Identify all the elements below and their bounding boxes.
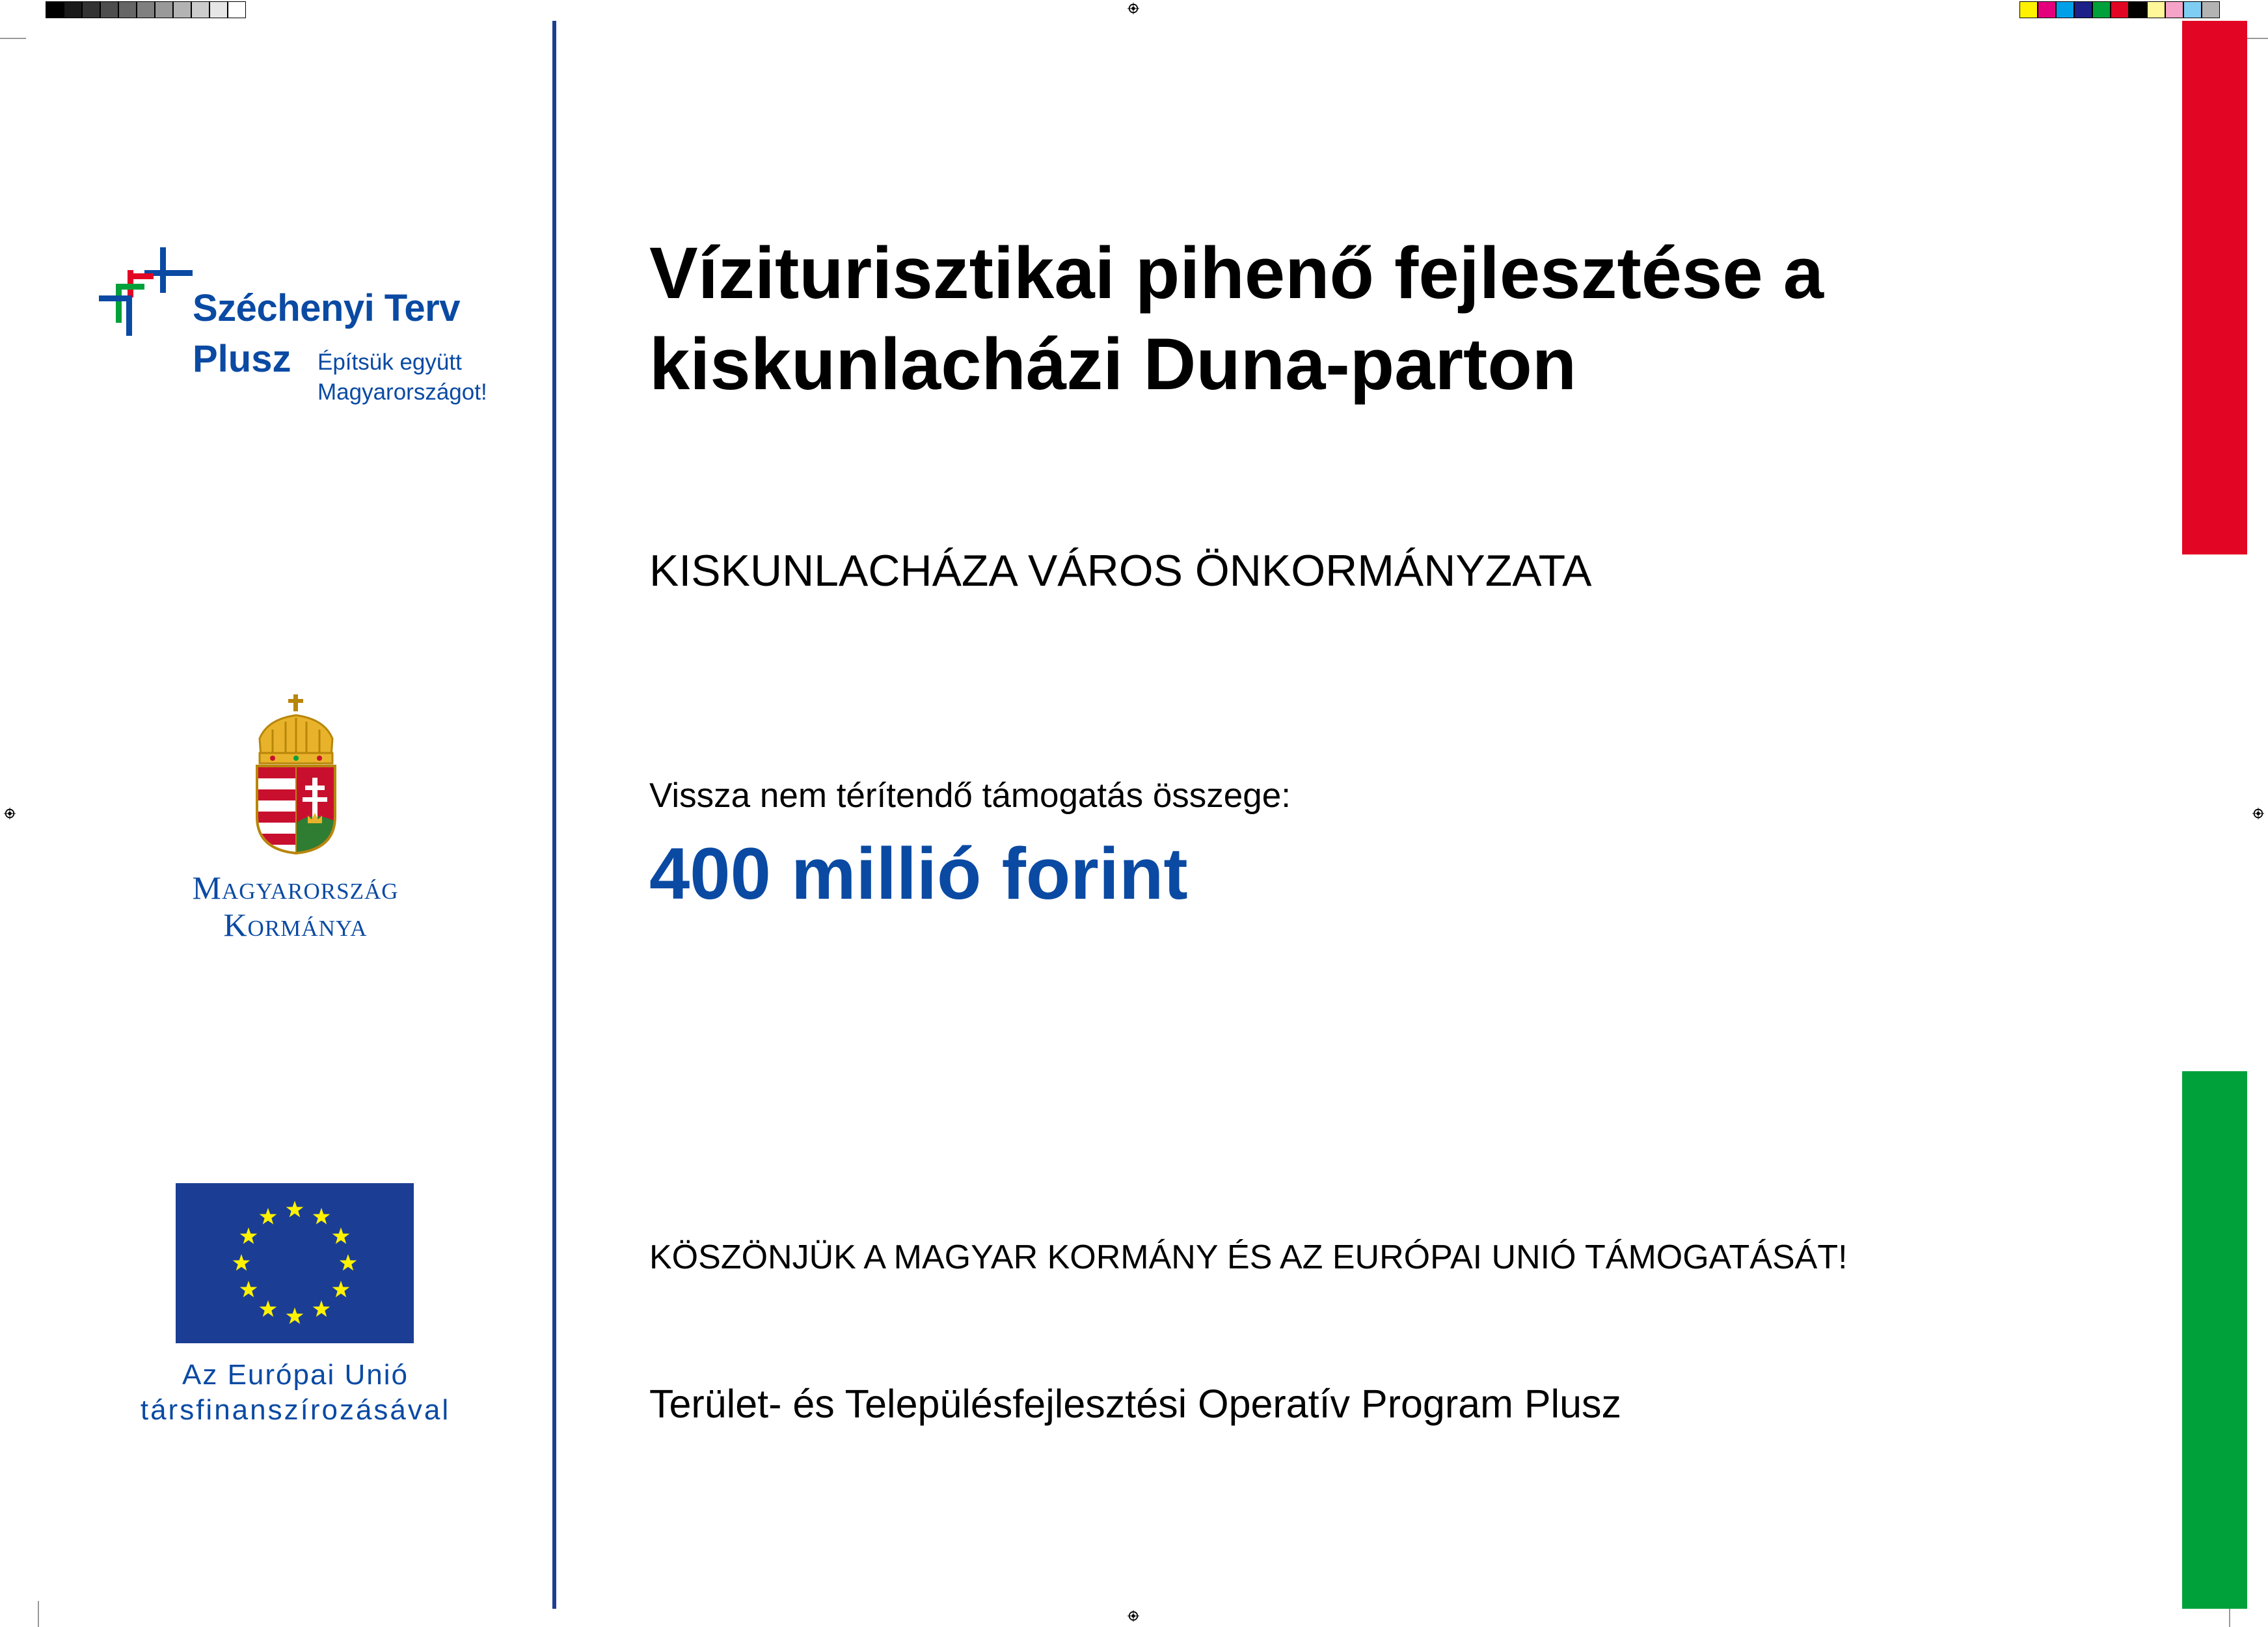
thanks-message: KÖSZÖNJÜK A MAGYAR KORMÁNY ÉS AZ EURÓPAI UNIÓ TÁMOGATÁSÁT! xyxy=(649,1238,1848,1276)
calibration-swatch xyxy=(155,1,173,18)
calibration-swatch xyxy=(228,1,246,18)
registration-mark-icon xyxy=(4,808,16,819)
eu-cofinancing-line-1: Az Európai Unió xyxy=(182,1359,409,1391)
calibration-swatch xyxy=(2202,1,2220,18)
red-flag-stripe xyxy=(2182,21,2247,554)
calibration-swatch xyxy=(118,1,137,18)
szechenyi-tagline-1: Építsük együtt xyxy=(317,349,462,375)
calibration-swatch xyxy=(2111,1,2129,18)
calibration-swatch xyxy=(173,1,191,18)
szechenyi-cross-icon xyxy=(98,246,195,344)
calibration-swatch xyxy=(2092,1,2111,18)
szechenyi-tagline-2: Magyarországot! xyxy=(317,379,487,405)
green-flag-stripe xyxy=(2182,1071,2247,1609)
grant-amount: 400 millió forint xyxy=(649,833,1188,914)
crop-mark xyxy=(0,38,26,39)
project-title xyxy=(649,228,1824,410)
calibration-swatch xyxy=(2147,1,2165,18)
calibration-swatch xyxy=(2165,1,2183,18)
project-title-line-1: Víziturisztikai pihenő fejlesztése a xyxy=(649,232,1824,314)
grant-label: Vissza nem térítendő támogatás összege: xyxy=(649,776,1291,815)
calibration-swatch xyxy=(137,1,155,18)
registration-mark-icon xyxy=(1127,3,1139,14)
calibration-swatch xyxy=(2056,1,2074,18)
calibration-swatch xyxy=(2019,1,2038,18)
calibration-swatch xyxy=(64,1,82,18)
calibration-swatch xyxy=(191,1,209,18)
government-name-line-1 xyxy=(98,869,493,907)
crop-mark xyxy=(38,1601,39,1627)
calibration-swatch xyxy=(2183,1,2202,18)
calibration-swatch xyxy=(209,1,228,18)
registration-mark-icon xyxy=(2252,808,2264,819)
government-line-1-text: Magyarország xyxy=(192,869,399,906)
project-title-line-2: kiskunlacházi Duna-parton xyxy=(649,323,1577,405)
beneficiary-name: KISKUNLACHÁZA VÁROS ÖNKORMÁNYZATA xyxy=(649,546,1592,595)
vertical-divider xyxy=(552,21,556,1609)
calibration-swatch xyxy=(2129,1,2147,18)
calibration-swatch xyxy=(2074,1,2092,18)
hungarian-coat-of-arms-icon xyxy=(253,693,339,856)
calibration-swatch xyxy=(46,1,64,18)
calibration-swatch xyxy=(2038,1,2056,18)
calibration-swatch xyxy=(100,1,118,18)
szechenyi-plusz: Plusz xyxy=(193,338,291,380)
szechenyi-title: Széchenyi Terv xyxy=(193,287,461,329)
eu-flag-icon xyxy=(176,1183,414,1343)
government-name-line-2 xyxy=(98,906,493,944)
grayscale-calibration-bar xyxy=(46,1,246,18)
program-name: Terület- és Településfejlesztési Operatív Program Plusz xyxy=(649,1382,1622,1426)
calibration-swatch xyxy=(82,1,100,18)
registration-mark-icon xyxy=(1127,1610,1139,1622)
government-line-2-text: Kormánya xyxy=(223,907,368,943)
color-calibration-bar xyxy=(2019,1,2220,18)
eu-cofinancing-line-2: társfinanszírozásával xyxy=(140,1394,451,1426)
